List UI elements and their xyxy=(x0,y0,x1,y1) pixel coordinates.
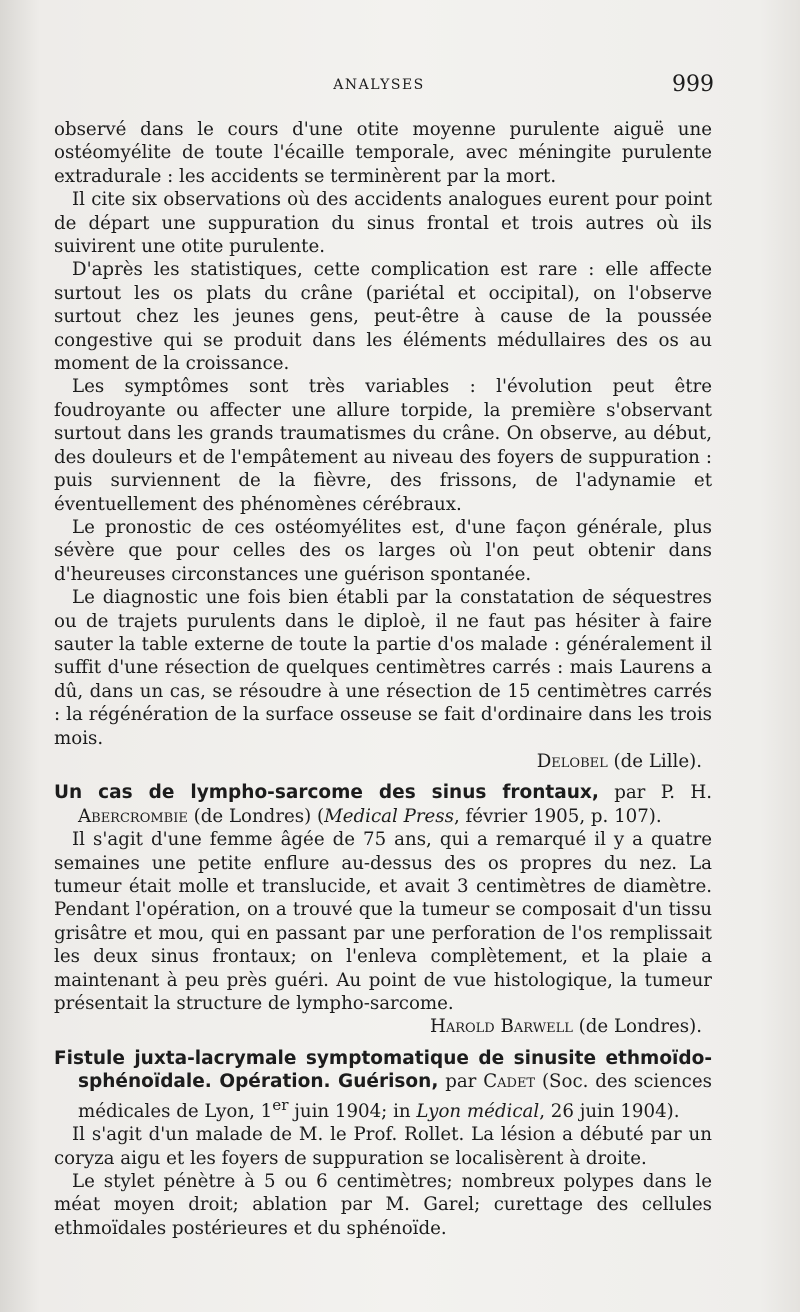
ordinal-suffix: er xyxy=(272,1095,289,1114)
journal-ref: , février 1905, p. 107). xyxy=(453,805,662,827)
article-body xyxy=(54,118,712,1240)
journal-ref: , 26 juin 1904). xyxy=(539,1100,680,1122)
paragraph: Le stylet pénètre à 5 ou 6 centimètres; nombreux polypes dans le méat moyen droit; ablation par M. Garel; curettage des cellules ethmoïdales postérieures et du sphénoïde. xyxy=(54,1170,712,1239)
journal-ref: juin 1904; in xyxy=(288,1100,411,1122)
paragraph: Le pronostic de ces ostéomyélites est, d'une façon générale, plus sévère que pour celles des os larges où l'on peut obtenir dans d'heureuses circonstances une guérison spontanée. xyxy=(54,516,712,585)
signature-place: (de Lille). xyxy=(613,750,702,772)
by-word: par xyxy=(614,782,646,804)
article-title: Fistule juxta-lacrymale symptomatique de sinusite ethmoïdo-sphénoïdale. Opération. Guérison, xyxy=(54,1047,712,1093)
paragraph: Les symptômes sont très variables : l'évolution peut être foudroyante ou affecter une allure torpide, la première s'observant surtout dans les grands traumatismes du crâne. On observe, au début, des douleurs et de l'empâtement au niveau des foyers de suppuration : puis surviennent de la fièvre, des frissons, de l'adynamie et éventuellement des phénomènes cérébraux. xyxy=(54,376,712,515)
signature-place: (de Londres). xyxy=(578,1016,702,1038)
journal-name: Medical Press xyxy=(324,805,454,827)
signature xyxy=(54,1015,712,1038)
signature xyxy=(54,750,712,773)
signature-name: Delobel xyxy=(536,750,608,772)
article-author: Cadet xyxy=(483,1071,536,1093)
article-title: Un cas de lympho-sarcome des sinus frontaux, xyxy=(54,782,599,804)
paragraph: observé dans le cours d'une otite moyenne purulente aiguë une ostéomyélite de toute l'écaille temporale, avec méningite purulente extradurale : les accidents se terminèrent par la mort. xyxy=(54,119,712,187)
author-place: (de Londres) xyxy=(193,805,312,827)
paragraph: Le diagnostic une fois bien établi par la constatation de séquestres ou de trajets purulents dans le diploè, il ne faut pas hésiter à faire sauter la table externe de toute la partie d'os malade : généralement il suffit d'une résection de quelques centimètres carrés : mais Laurens a dû, dans un cas, se résoudre à une résection de 15 centimètres carrés : la régénération de la surface osseuse se fait d'ordinaire dans les trois mois. xyxy=(54,587,712,749)
paragraph: D'après les statistiques, cette complication est rare : elle affecte surtout les os plats du crâne (pariétal et occipital), on l'observe surtout chez les jeunes gens, peut-être à cause de la poussée congestive qui se produit dans les éléments médullaires des os au moment de la croissance. xyxy=(54,259,712,375)
paragraph: Il cite six observations où des accidents analogues eurent pour point de départ une suppuration du sinus frontal et trois autres où ils suivirent une otite purulente. xyxy=(54,189,712,258)
page-number: 999 xyxy=(672,72,714,97)
journal-name: Lyon médical xyxy=(416,1100,540,1122)
paragraph: Il s'agit d'un malade de M. le Prof. Rollet. La lésion a débuté par un coryza aigu et les foyers de suppuration se localisèrent à droite. xyxy=(54,1124,712,1169)
signature-name: Harold Barwell xyxy=(429,1016,573,1038)
running-header xyxy=(48,70,714,100)
section-title: ANALYSES xyxy=(333,77,425,93)
article-heading: Un cas de lympho-sarcome des sinus frontaux, par P. H. Abercrombie (de Londres) (Medical Press, février 1905, p. 107). xyxy=(54,782,712,827)
paragraph: Il s'agit d'une femme âgée de 75 ans, qui a remarqué il y a quatre semaines une petite enflure au-dessus des os propres du nez. La tumeur était molle et translucide, et avait 3 centimètres de diamètre. Pendant l'opération, on a trouvé que la tumeur se composait d'un tissu grisâtre et mou, qui en passant par une perforation de l'os remplissait les deux sinus frontaux; on l'enleva complètement, et la plaie a maintenant à peu près guéri. Au point de vue histologique, la tumeur présentait la structure de lympho-sarcome. xyxy=(54,829,712,1015)
by-word: par xyxy=(445,1071,477,1093)
journal-ref: (Soc. des sciences médicales de Lyon, 1 xyxy=(78,1071,712,1122)
article-heading xyxy=(54,1047,712,1123)
article-author: P. H. Abercrombie xyxy=(78,782,712,827)
